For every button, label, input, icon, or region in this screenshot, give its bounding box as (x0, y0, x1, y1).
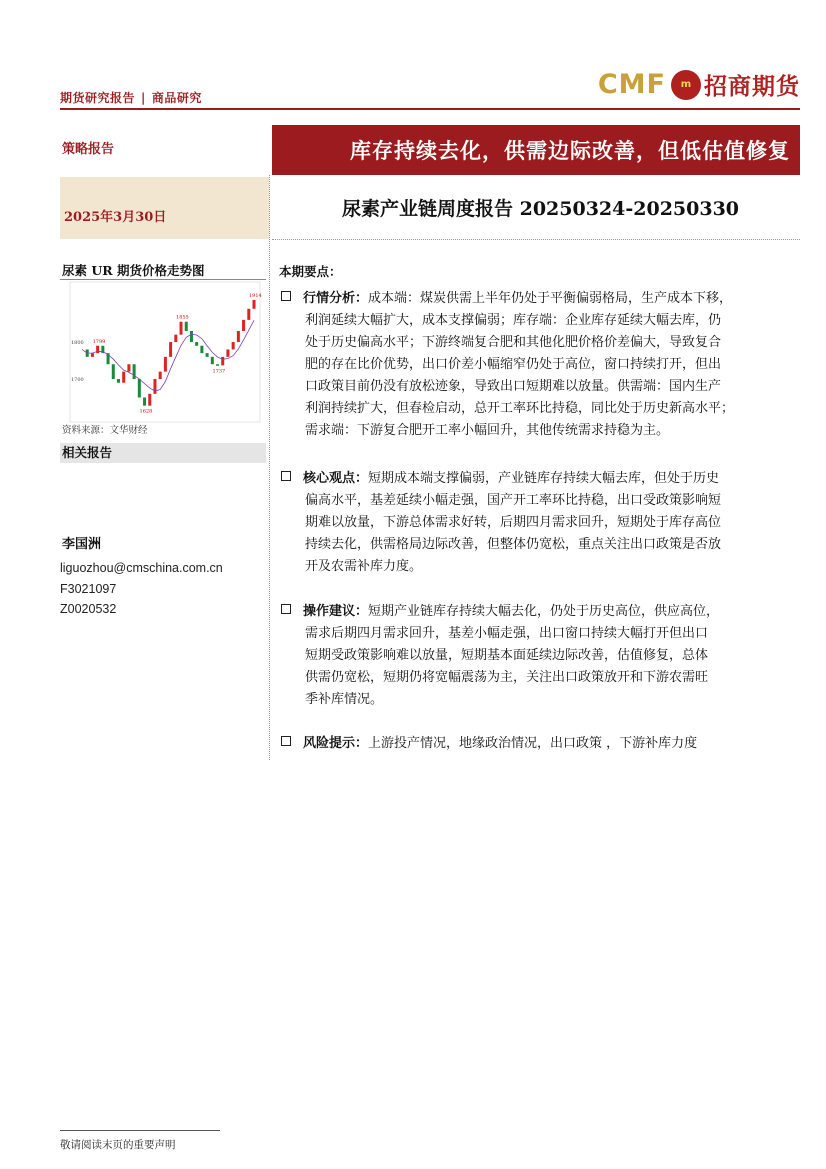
price-candle (226, 349, 229, 356)
price-candle (138, 379, 141, 397)
author-license-z: Z0020532 (60, 602, 117, 616)
price-candle (216, 364, 219, 366)
point-risk-warning (281, 733, 801, 755)
chart-title-rule (60, 279, 266, 280)
price-candle (185, 322, 188, 331)
price-candle (190, 331, 193, 342)
chart-annotation: 1628 (139, 408, 153, 415)
column-divider (269, 175, 270, 760)
price-candle (159, 372, 162, 379)
price-candle (247, 309, 250, 320)
checkbox-bullet-icon (281, 736, 291, 746)
price-candle (148, 394, 151, 406)
point-market-analysis (281, 288, 801, 442)
point-line: 上游投产情况，地缘政治情况，出口政策 ，下游补库力度 (368, 736, 698, 751)
chart-source: 资料来源：文华财经 (62, 425, 148, 436)
price-candle (180, 322, 183, 335)
point-operation-advice (281, 601, 801, 711)
author-license-f: F3021097 (60, 582, 117, 596)
point-line: 偏高水平，基差延续小幅走强，国产开工率环比持稳，出口受政策影响短 (305, 493, 722, 508)
price-candle (221, 357, 224, 366)
chart-annotation: 1799 (92, 338, 106, 345)
price-candle (169, 342, 172, 357)
author-name: 李国洲 (62, 537, 102, 552)
footer-disclaimer: 敬请阅读末页的重要声明 (60, 1139, 176, 1151)
point-line: 处于历史偏高水平；下游终端复合肥和其他化肥价格价差偏大，导致复合 (305, 335, 722, 350)
price-chart (70, 282, 260, 422)
chart-annotation: 1914 (249, 292, 262, 299)
point-core-view (281, 468, 801, 578)
point-label: 核心观点： (303, 471, 369, 486)
point-line: 利润持续扩大，但春检启动，总开工率环比持稳，同比处于历史新高水平； (305, 401, 735, 416)
price-candle (127, 364, 130, 371)
title-divider (272, 239, 800, 240)
report-subtitle: 尿素产业链周度报告 20250324-20250330 (342, 198, 740, 220)
point-line: 短期产业链库存持续大幅去化，仍处于历史高位，供应高位， (368, 604, 720, 619)
checkbox-bullet-icon (281, 291, 291, 301)
category-label: 策略报告 (62, 142, 115, 157)
point-label: 行情分析： (303, 291, 369, 306)
price-candle (211, 357, 214, 364)
logo-seal-icon: m (671, 70, 701, 100)
checkbox-bullet-icon (281, 604, 291, 614)
point-line: 季补库情况。 (305, 692, 384, 707)
footer-rule (60, 1130, 220, 1131)
key-points-heading: 本期要点： (279, 264, 342, 279)
price-candle (153, 379, 156, 394)
price-candle (112, 364, 115, 379)
point-line: 持续去化，供需格局边际改善，但整体仍宽松，重点关注出口政策是否放 (305, 537, 722, 552)
point-line: 需求后期四月需求回升，基差小幅走强，出口窗口持续大幅打开但出口 (305, 626, 709, 641)
report-title: 库存持续去化，供需边际改善，但低估值修复 (272, 125, 800, 175)
header-separator: | (141, 91, 146, 105)
price-candle (253, 300, 256, 309)
company-logo (598, 68, 800, 101)
point-line: 成本端：煤炭供需上半年仍处于平衡偏弱格局，生产成本下移， (368, 291, 733, 306)
point-line: 需求端：下游复合肥开工率小幅回升，其他传统需求持稳为主。 (305, 423, 670, 438)
related-reports-heading: 相关报告 (60, 443, 266, 463)
y-tick-label: 1800 (71, 340, 84, 347)
point-label: 操作建议： (303, 604, 369, 619)
point-line: 口政策目前仍没有放松迹象，导致出口短期难以放量。供需端：国内生产 (305, 379, 722, 394)
price-candle (206, 353, 209, 357)
price-candle (122, 372, 125, 383)
price-candle (164, 357, 167, 372)
price-candle (200, 346, 203, 353)
y-tick-label: 1700 (71, 377, 84, 384)
point-line: 期难以放量，下游总体需求好转，后期四月需求回升，短期处于库存高位 (305, 515, 722, 530)
point-line: 短期成本端支撑偏弱，产业链库存持续大幅去库，但处于历史 (368, 471, 720, 486)
research-type-label: 商品研究 (151, 91, 202, 105)
report-type-header (60, 89, 202, 106)
author-email[interactable]: liguozhou@cmschina.com.cn (60, 561, 223, 575)
point-line: 开及农需补库力度。 (305, 559, 423, 574)
price-candle (91, 353, 94, 357)
price-candle (237, 331, 240, 342)
logo-cmf-text: CMF (597, 69, 666, 100)
price-candle (232, 342, 235, 349)
report-type-label: 期货研究报告 (60, 91, 136, 105)
logo-company-name: 招商期货 (704, 74, 800, 100)
price-candle (242, 320, 245, 331)
price-candle (195, 342, 198, 346)
price-candle (143, 398, 146, 406)
header-rule (60, 108, 800, 110)
report-date: 2025年3月30日 (64, 210, 167, 225)
checkbox-bullet-icon (281, 471, 291, 481)
price-candle (133, 364, 136, 379)
chart-annotation: 1737 (212, 368, 226, 375)
point-label: 风险提示： (303, 736, 369, 751)
point-line: 利润延续大幅扩大，成本支撑偏弱；库存端：企业库存延续大幅去库，仍 (305, 313, 722, 328)
chart-title: 尿素 UR 期货价格走势图 (62, 263, 205, 278)
point-line: 供需仍宽松，短期仍将宽幅震荡为主，关注出口政策放开和下游农需旺 (305, 670, 709, 685)
point-line: 短期受政策影响难以放量，短期基本面延续边际改善，估值修复，总体 (305, 648, 709, 663)
point-line: 肥的存在比价优势，出口价差小幅缩窄仍处于高位，窗口持续打开，但出 (305, 357, 722, 372)
price-candle (174, 335, 177, 342)
price-candle (117, 379, 120, 383)
chart-annotation: 1855 (176, 314, 189, 321)
